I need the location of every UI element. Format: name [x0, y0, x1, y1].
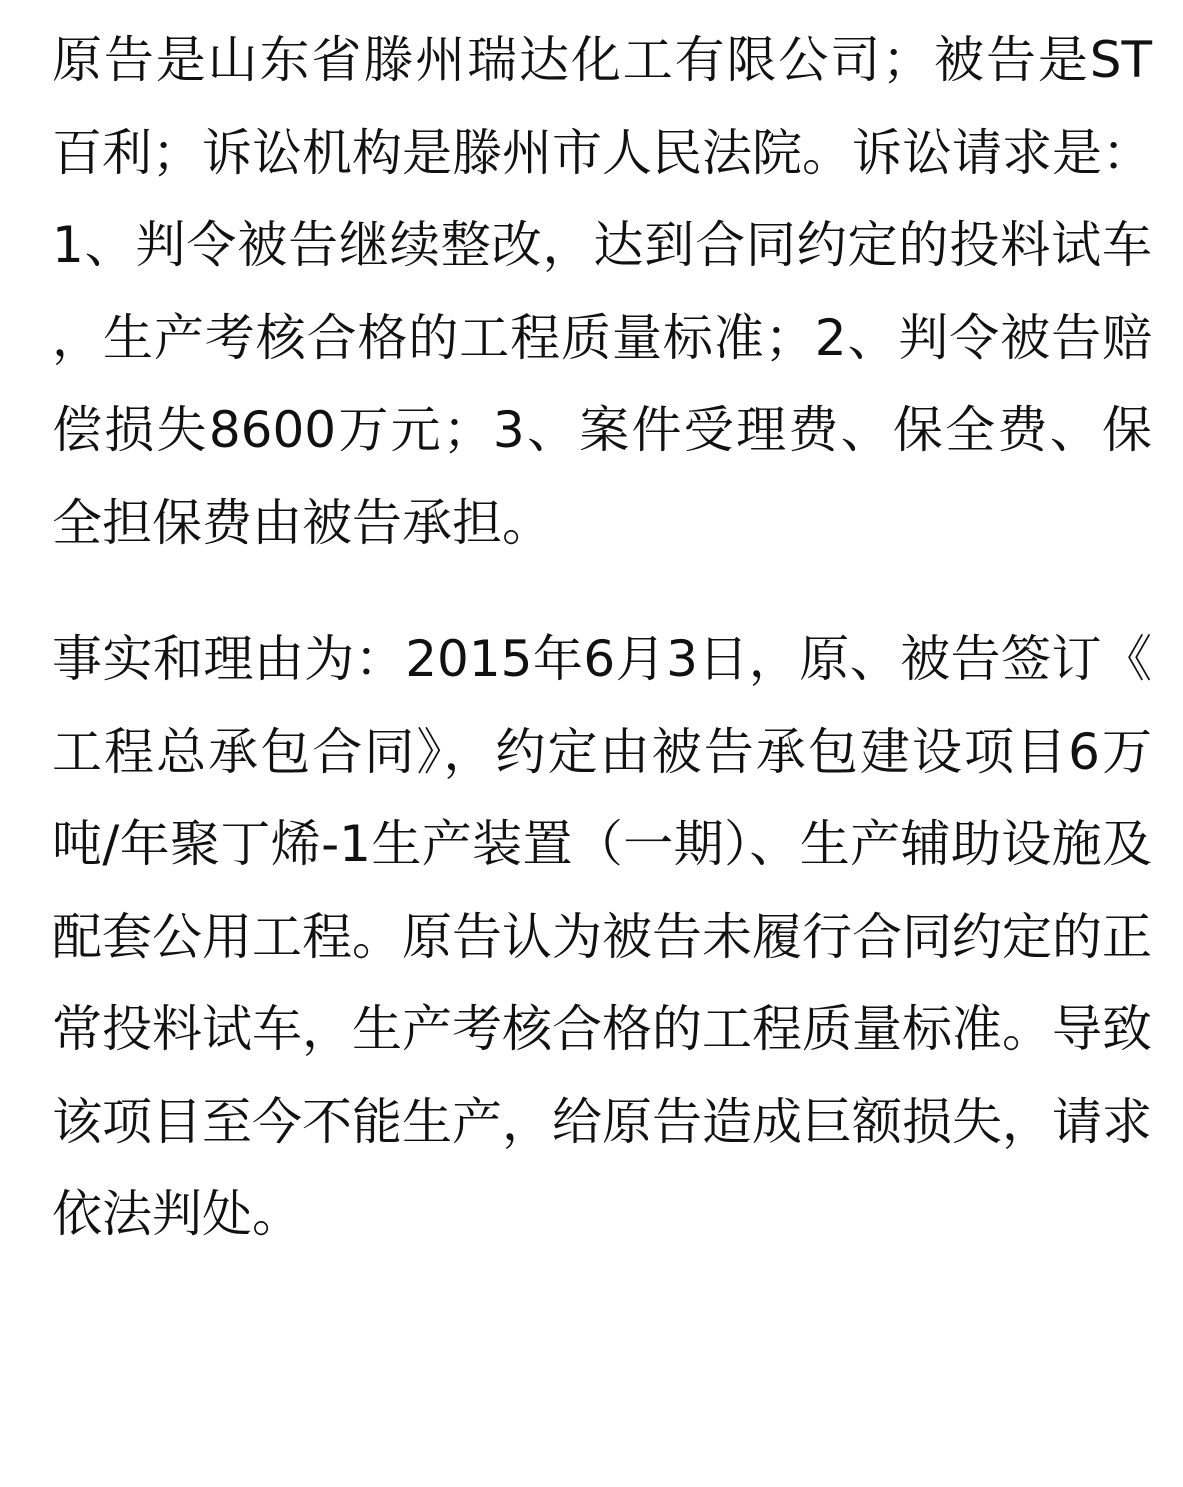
- paragraph-facts-and-reasons: 事实和理由为：2015年6月3日，原、被告签订《工程总承包合同》，约定由被告承包建设项目6万吨/年聚丁烯-1生产装置（一期）、生产辅助设施及配套公用工程。原告认为被告未履行合同约定的正常投料试车，生产考核合格的工程质量标准。导致该项目至今不能生产，给原告造成巨额损失，请求依法判处。: [52, 630, 1152, 1243]
- article-body: [52, 14, 1152, 1261]
- paragraph-litigation-summary: 原告是山东省滕州瑞达化工有限公司；被告是ST百利；诉讼机构是滕州市人民法院。诉讼请求是：1、判令被告继续整改，达到合同约定的投料试车，生产考核合格的工程质量标准；2、判令被告赔偿损失8600万元；3、案件受理费、保全费、保全担保费由被告承担。: [52, 31, 1152, 552]
